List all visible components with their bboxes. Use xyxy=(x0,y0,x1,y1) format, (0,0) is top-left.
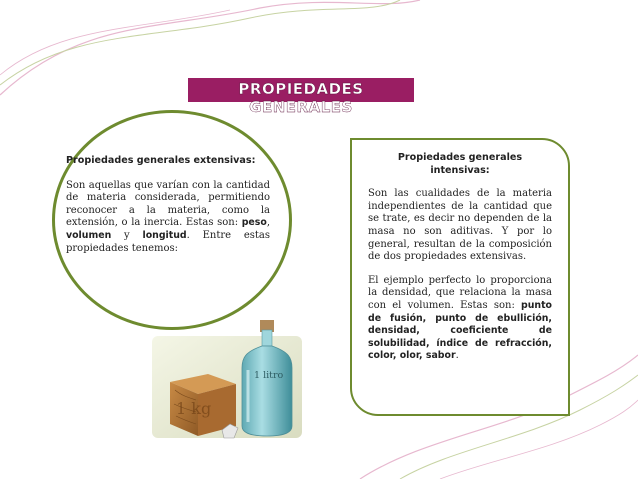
extensive-intro: Son aquellas que varían con la cantidad de materia considerada, permitiendo reconocer a la materia, como la extensión, o la inercia. Estas son: xyxy=(66,179,270,229)
intensive-paragraph-2 xyxy=(368,275,552,363)
intensive-p2-end: . xyxy=(455,350,459,362)
intensive-properties-section xyxy=(368,152,552,363)
page-title: PROPIEDADES GENERALES xyxy=(238,80,364,116)
extensive-paragraph xyxy=(66,180,270,256)
intensive-heading: Propiedades generales intensivas: xyxy=(397,152,523,176)
extensive-heading: Propiedades generales extensivas: xyxy=(66,155,256,166)
extensive-end: . Entre estas propiedades tenemos: xyxy=(66,229,270,254)
sep-1: , xyxy=(266,217,270,229)
term-peso: peso xyxy=(241,217,267,229)
intensive-paragraph-1: Son las cualidades de la materia independientes de la cantidad que se trate, es decir no dependen de la masa no son aditivas. Y por lo general, resultan de la composición de dos propiedades extensivas. xyxy=(368,188,552,263)
bottle-label: 1 litro xyxy=(254,370,284,381)
illustration-cube-and-bottle xyxy=(150,318,310,446)
title-banner xyxy=(188,78,414,116)
intensive-terms: punto de fusión, punto de ebullición, densidad, coeficiente de solubilidad, índice de refracción, color, olor, sabor xyxy=(368,299,552,362)
extensive-properties-section xyxy=(66,155,270,255)
intensive-p2-intro: El ejemplo perfecto lo proporciona la densidad, que relaciona la masa con el volumen. Estas son: xyxy=(368,274,552,311)
term-longitud: longitud xyxy=(142,229,187,241)
sep-2: y xyxy=(111,229,143,241)
cube-label: 1 kg xyxy=(176,399,212,418)
illustration-svg xyxy=(150,318,310,446)
term-volumen: volumen xyxy=(66,229,112,241)
